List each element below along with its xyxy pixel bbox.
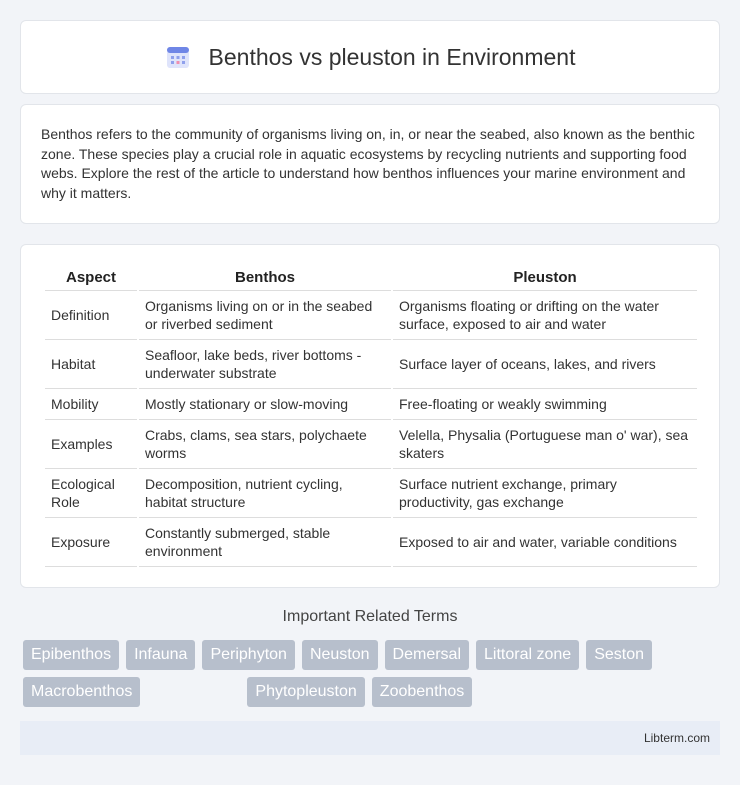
intro-text: Benthos refers to the community of organisms living on, in, or near the seabed, also known as the benthic zone. These species play a crucial role in aquatic ecosystems by recycling nutrients and supporting food webs. Explore the rest of the article to understand how benthos influences your marine environment and why it matters. [41, 126, 695, 201]
comparison-table-card [20, 244, 720, 588]
tag-seston[interactable]: Seston [586, 640, 652, 670]
cell-aspect: Habitat [45, 340, 137, 389]
cell-benthos: Mostly stationary or slow-moving [139, 389, 391, 420]
page-title: Benthos vs pleuston in Environment [208, 43, 576, 70]
tag-phytopleuston[interactable]: Phytopleuston [247, 677, 364, 707]
cell-pleuston: Free-floating or weakly swimming [393, 389, 697, 420]
cell-pleuston: Surface nutrient exchange, primary productivity, gas exchange [393, 469, 697, 518]
related-terms-title: Important Related Terms [282, 608, 458, 625]
cell-benthos: Seafloor, lake beds, river bottoms - underwater substrate [139, 340, 391, 389]
cell-aspect: Exposure [45, 518, 137, 567]
tag-macrobenthos[interactable]: Macrobenthos [23, 677, 140, 707]
tag-infauna[interactable]: Infauna [126, 640, 195, 670]
table-row [45, 518, 697, 567]
cell-pleuston: Surface layer of oceans, lakes, and rivers [393, 340, 697, 389]
cell-pleuston: Velella, Physalia (Portuguese man o' war), sea skaters [393, 420, 697, 469]
header-aspect: Aspect [45, 265, 137, 291]
table-row [45, 340, 697, 389]
tag-periphyton[interactable]: Periphyton [202, 640, 295, 670]
cell-aspect: Definition [45, 291, 137, 340]
table-header-row [45, 265, 697, 291]
tag-littoral-zone[interactable]: Littoral zone [476, 640, 579, 670]
cell-pleuston: Organisms floating or drifting on the water surface, exposed to air and water [393, 291, 697, 340]
table-row [45, 291, 697, 340]
comparison-table [43, 265, 699, 567]
table-row [45, 469, 697, 518]
title-wrap [165, 44, 576, 71]
tag-zoobenthos[interactable]: Zoobenthos [372, 677, 473, 707]
calendar-icon [165, 44, 191, 70]
cell-pleuston: Exposed to air and water, variable conditions [393, 518, 697, 567]
cell-benthos: Decomposition, nutrient cycling, habitat structure [139, 469, 391, 518]
cell-aspect: Ecological Role [45, 469, 137, 518]
intro-card [20, 104, 720, 224]
title-card [20, 20, 720, 94]
cell-aspect: Mobility [45, 389, 137, 420]
related-terms-tags [23, 640, 723, 707]
footer-site-link[interactable]: Libterm.com [643, 731, 710, 745]
tag-neuston[interactable]: Neuston [302, 640, 378, 670]
cell-benthos: Crabs, clams, sea stars, polychaete worms [139, 420, 391, 469]
cell-benthos: Organisms living on or in the seabed or riverbed sediment [139, 291, 391, 340]
tag-epibenthos[interactable]: Epibenthos [23, 640, 119, 670]
table-row [45, 389, 697, 420]
cell-aspect: Examples [45, 420, 137, 469]
table-row [45, 420, 697, 469]
header-benthos: Benthos [139, 265, 391, 291]
tag-demersal[interactable]: Demersal [385, 640, 469, 670]
footer [20, 721, 720, 755]
cell-benthos: Constantly submerged, stable environment [139, 518, 391, 567]
header-pleuston: Pleuston [393, 265, 697, 291]
